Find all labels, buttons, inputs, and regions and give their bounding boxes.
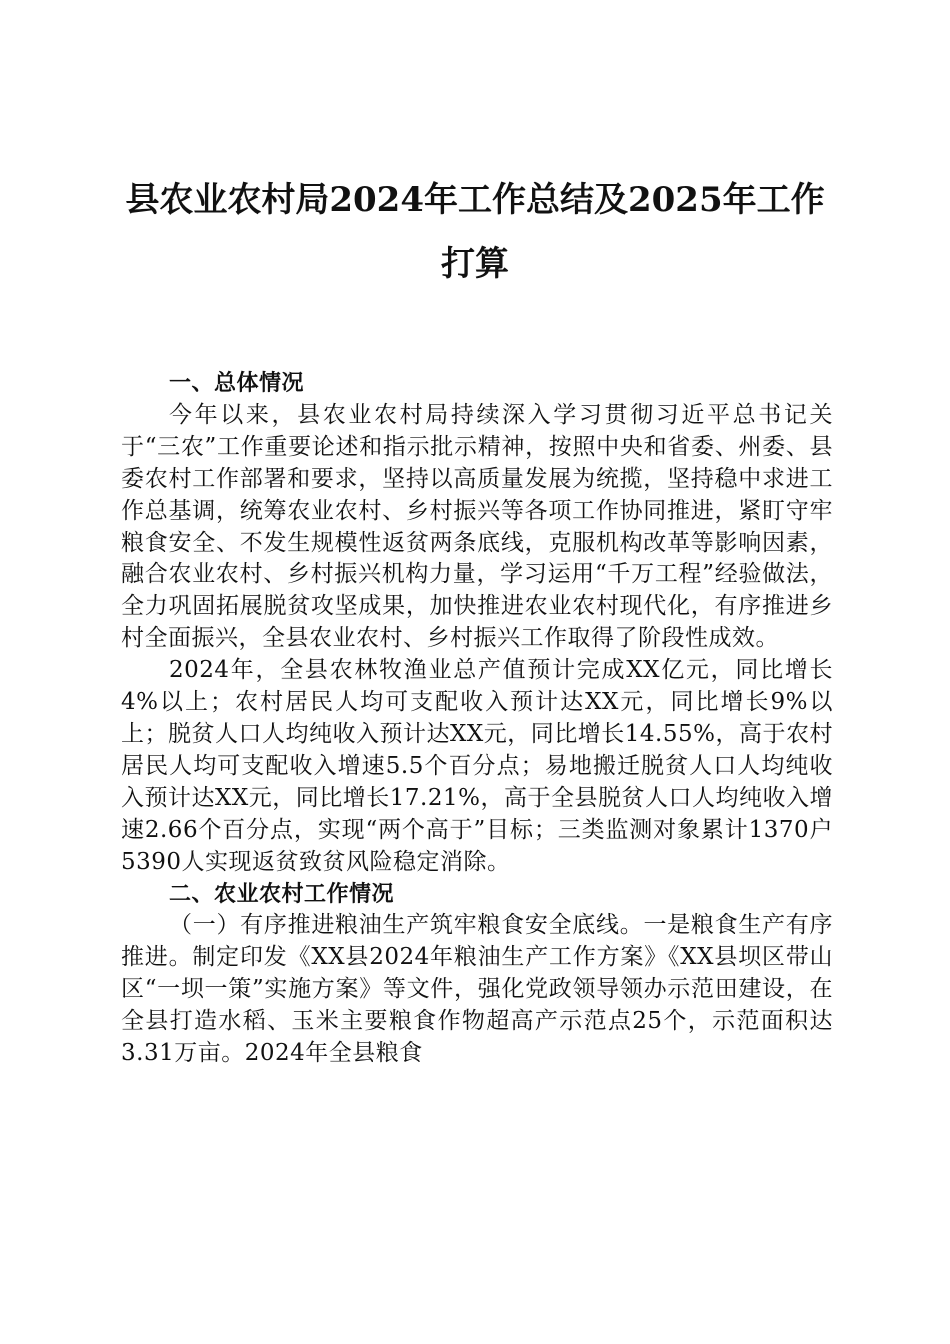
title-line-1: 县农业农村局2024年工作总结及2025年工作 bbox=[125, 180, 825, 220]
paragraph-overview-intro: 今年以来，县农业农村局持续深入学习贯彻习近平总书记关于“三农”工作重要论述和指示批示精神，按照中央和省委、州委、县委农村工作部署和要求，坚持以高质量发展为统揽，坚持稳中求进工作总基调，统筹农业农村、乡村振兴等各项工作协同推进，紧盯守牢粮食安全、不发生规模性返贫两条底线，克服机构改革等影响因素，融合农业农村、乡村振兴机构力量，学习运用“千万工程”经验做法，全力巩固拓展脱贫攻坚成果，加快推进农业农村现代化，有序推进乡村全面振兴，全县农业农村、乡村振兴工作取得了阶段性成效。 bbox=[121, 401, 833, 652]
document-body bbox=[121, 368, 833, 1070]
paragraph-grain-production: （一）有序推进粮油生产筑牢粮食安全底线。一是粮食生产有序推进。制定印发《XX县2024年粮油生产工作方案》《XX县坝区带山区“一坝一策”实施方案》等文件，强化党政领导领办示范田建设，在全县打造水稻、玉米主要粮食作物超高产示范点25个，示范面积达3.31万亩。2024年全县粮食 bbox=[121, 912, 833, 1067]
paragraph-overview-statistics: 2024年，全县农林牧渔业总产值预计完成XX亿元，同比增长4%以上；农村居民人均可支配收入预计达XX元，同比增长9%以上；脱贫人口人均纯收入预计达XX元，同比增长14.55%，高于农村居民人均可支配收入增速5.5个百分点；易地搬迁脱贫人口人均纯收入预计达XX元，同比增长17.21%，高于全县脱贫人口人均纯收入增速2.66个百分点，实现“两个高于”目标；三类监测对象累计1370户5390人实现返贫致贫风险稳定消除。 bbox=[121, 657, 833, 875]
title-line-2: 打算 bbox=[441, 244, 509, 284]
section-heading-agriculture: 二、农业农村工作情况 bbox=[169, 881, 395, 907]
section-heading-overview: 一、总体情况 bbox=[169, 371, 305, 396]
document-title bbox=[100, 168, 850, 296]
